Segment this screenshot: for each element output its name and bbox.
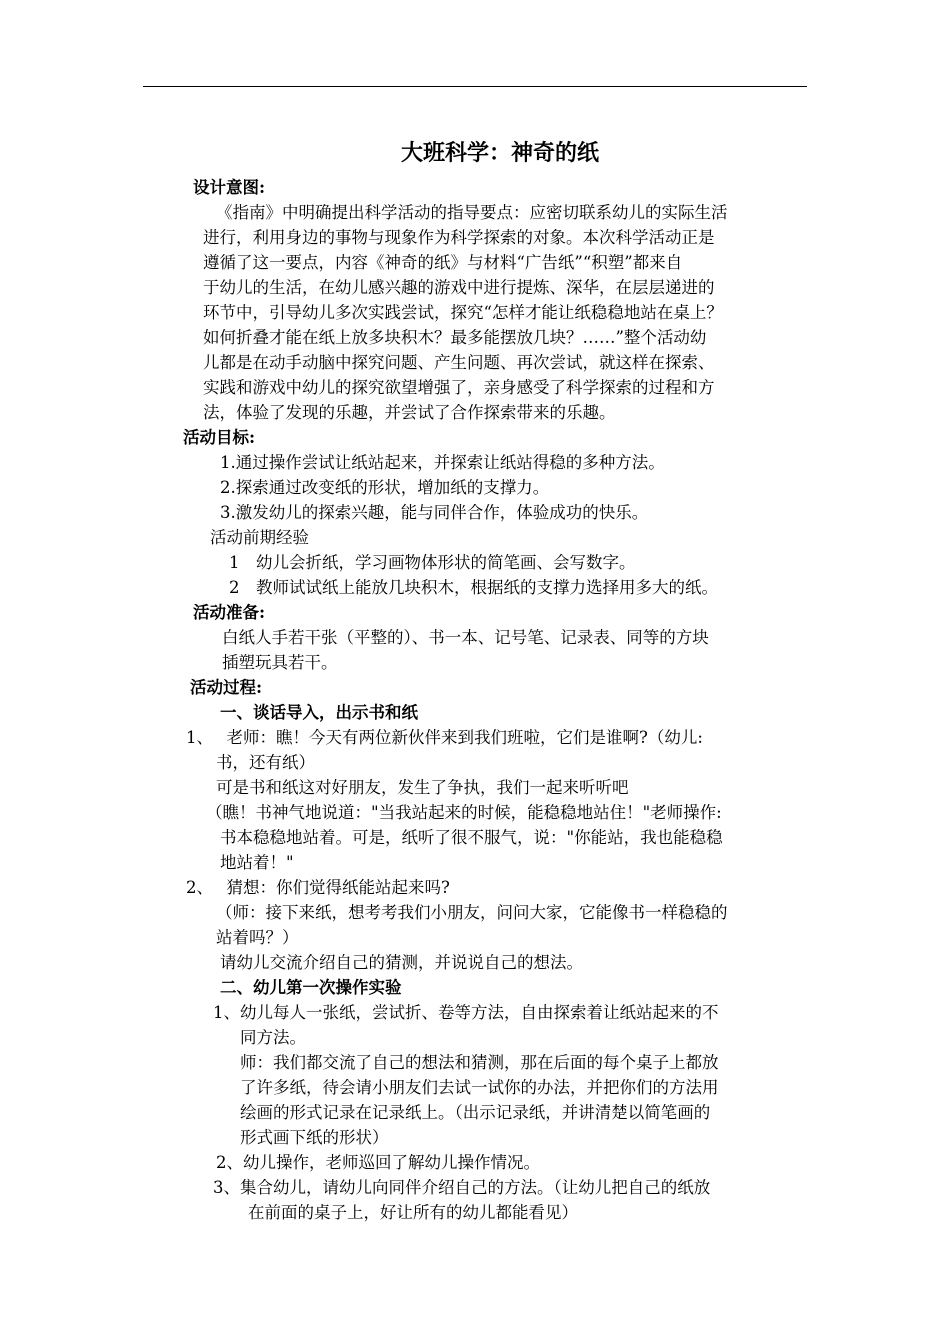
section1-line: 可是书和纸这对好朋友，发生了争执，我们一起来听听吧	[216, 778, 629, 797]
prep-line: 白纸人手若干张（平整的）、书一本、记号笔、记录表、同等的方块	[222, 628, 709, 647]
section2-line: 2、幼儿操作，老师巡回了解幼儿操作情况。	[216, 1153, 540, 1172]
prior-item: 2 教师试试纸上能放几块积木，根据纸的支撑力选择用多大的纸。	[229, 578, 718, 597]
section2-line: 形式画下纸的形状）	[240, 1128, 389, 1147]
document-title: 大班科学：神奇的纸	[400, 140, 599, 166]
section2-title: 二、幼儿第一次操作实验	[220, 978, 402, 997]
section1-title: 一、谈话导入，出示书和纸	[220, 703, 418, 722]
design-line: 遵循了这一要点，内容《神奇的纸》与材料“广告纸”“积塑”都来自	[203, 253, 683, 272]
goals-heading: 活动目标:	[183, 428, 256, 447]
section1-line: 书本稳稳地站着。可是，纸听了很不服气，说："你能站，我也能稳稳	[220, 828, 723, 847]
section1-line: 地站着！"	[220, 853, 294, 872]
process-heading: 活动过程:	[190, 678, 263, 697]
design-line: 法，体验了发现的乐趣，并尝试了合作探索带来的乐趣。	[203, 403, 616, 422]
section1-line: 请幼儿交流介绍自己的猜测，并说说自己的想法。	[220, 953, 583, 972]
section1-line: 站着吗？）	[216, 928, 299, 947]
design-heading: 设计意图:	[193, 178, 266, 197]
section1-line: 书，还有纸）	[216, 753, 315, 772]
section2-line: 在前面的桌子上，好让所有的幼儿都能看见）	[248, 1203, 578, 1222]
design-line: 如何折叠才能在纸上放多块积木？最多能摆放几块？……”整个活动幼	[203, 328, 707, 347]
section1-line: 1、 老师：瞧！今天有两位新伙伴来到我们班啦，它们是谁啊?（幼儿:	[186, 728, 703, 747]
prior-item: 1 幼儿会折纸，学习画物体形状的简笔画、会写数字。	[229, 553, 636, 572]
design-line: 环节中，引导幼儿多次实践尝试，探究“怎样才能让纸稳稳地站在桌上？	[203, 303, 723, 322]
section1-line: （瞧！书神气地说道："当我站起来的时候，能稳稳地站住！"老师操作:	[206, 803, 722, 822]
header-rule	[143, 86, 807, 87]
prep-line: 插塑玩具若干。	[222, 653, 338, 672]
section2-line: 同方法。	[240, 1028, 306, 1047]
design-line: 儿都是在动手动脑中探究问题、产生问题、再次尝试，就这样在探索、	[203, 353, 715, 372]
design-line: 进行，利用身边的事物与现象作为科学探索的对象。本次科学活动正是	[203, 228, 715, 247]
section1-line: 2、 猜想：你们觉得纸能站起来吗?	[186, 878, 450, 897]
goal-item: 1.通过操作尝试让纸站起来，并探索让纸站得稳的多种方法。	[220, 453, 665, 472]
section2-line: 绘画的形式记录在记录纸上。（出示记录纸，并讲清楚以简笔画的	[240, 1103, 711, 1122]
goal-item: 3.激发幼儿的探索兴趣，能与同伴合作，体验成功的快乐。	[220, 503, 649, 522]
section2-line: 师：我们都交流了自己的想法和猜测，那在后面的每个桌子上都放	[240, 1053, 719, 1072]
design-line: 实践和游戏中幼儿的探究欲望增强了，亲身感受了科学探索的过程和方	[203, 378, 715, 397]
design-line: 于幼儿的生活，在幼儿感兴趣的游戏中进行提炼、深华，在层层递进的	[203, 278, 715, 297]
section1-line: （师：接下来纸，想考考我们小朋友，问问大家，它能像书一样稳稳的	[216, 903, 728, 922]
design-line: 《指南》中明确提出科学活动的指导要点：应密切联系幼儿的实际生活	[216, 203, 728, 222]
prep-heading: 活动准备:	[193, 603, 266, 622]
goal-item: 2.探索通过改变纸的形状，增加纸的支撑力。	[220, 478, 550, 497]
section2-line: 1、幼儿每人一张纸，尝试折、卷等方法，自由探索着让纸站起来的不	[213, 1003, 719, 1022]
prior-heading: 活动前期经验	[210, 528, 309, 547]
section2-line: 了许多纸，待会请小朋友们去试一试你的办法，并把你们的方法用	[240, 1078, 719, 1097]
section2-line: 3、集合幼儿，请幼儿向同伴介绍自己的方法。（让幼儿把自己的纸放	[213, 1178, 711, 1197]
